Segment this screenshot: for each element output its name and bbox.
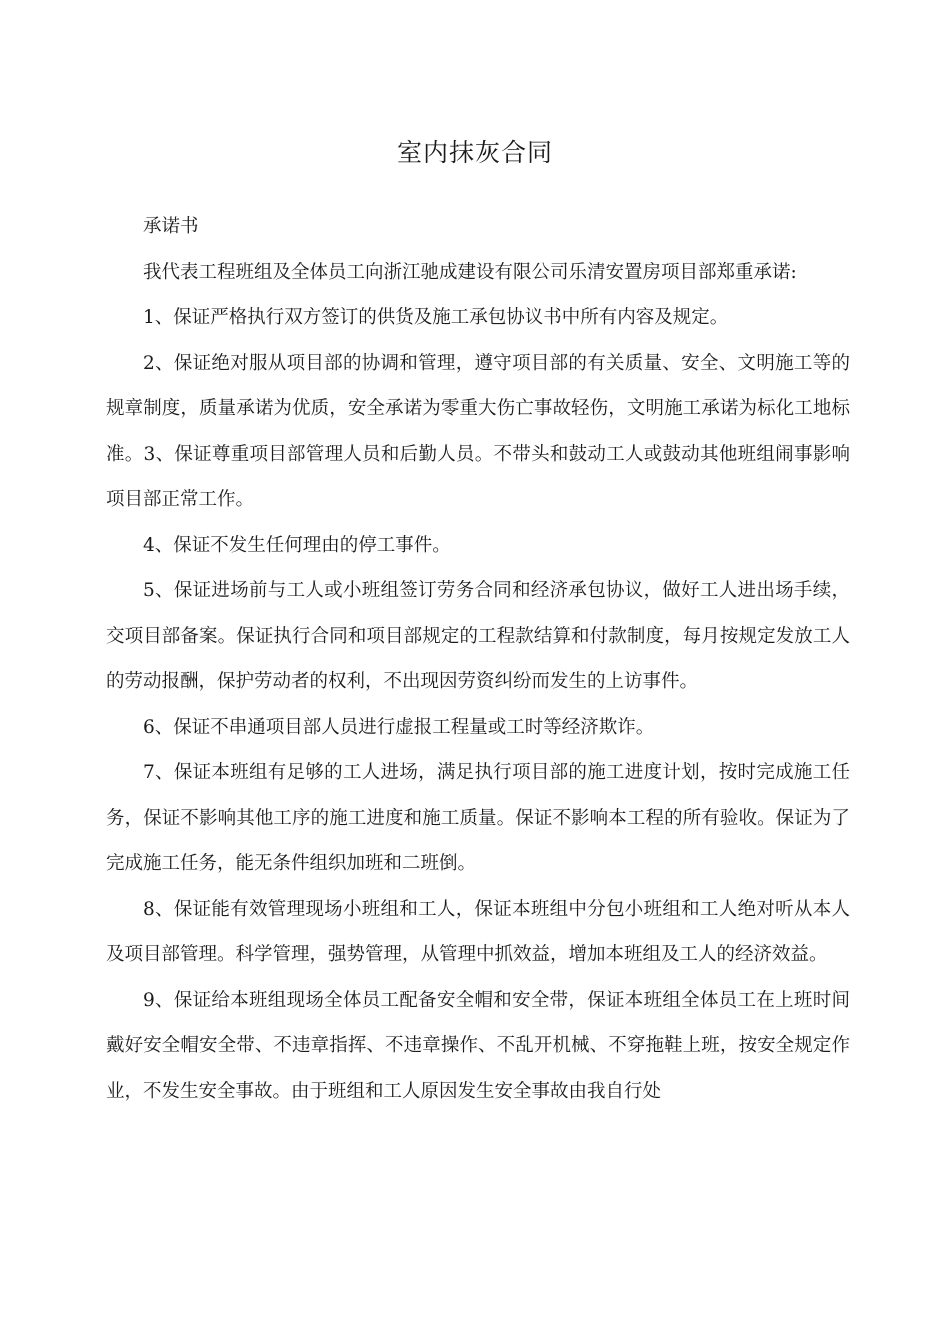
paragraph: 5、保证进场前与工人或小班组签订劳务合同和经济承包协议，做好工人进出场手续，交项目部备案。保证执行合同和项目部规定的工程款结算和付款制度，每月按规定发放工人的劳动报酬，保护劳动者的权利，不出现因劳资纠纷而发生的上访事件。: [106, 580, 850, 692]
section-heading: 承诺书: [143, 216, 199, 237]
document-body: [106, 204, 850, 1114]
paragraph: 7、保证本班组有足够的工人进场，满足执行项目部的施工进度计划，按时完成施工任务，保证不影响其他工序的施工进度和施工质量。保证不影响本工程的所有验收。保证为了完成施工任务，能无条件组织加班和二班倒。: [106, 762, 850, 874]
paragraph: 1、保证严格执行双方签订的供货及施工承包协议书中所有内容及规定。: [143, 307, 729, 328]
paragraph: 8、保证能有效管理现场小班组和工人，保证本班组中分包小班组和工人绝对听从本人及项目部管理。科学管理，强势管理，从管理中抓效益，增加本班组及工人的经济效益。: [106, 898, 850, 965]
paragraph: 6、保证不串通项目部人员进行虚报工程量或工时等经济欺诈。: [143, 716, 655, 738]
paragraph: 9、保证给本班组现场全体员工配备安全帽和安全带，保证本班组全体员工在上班时间戴好安全帽安全带、不违章指挥、不违章操作、不乱开机械、不穿拖鞋上班，按安全规定作业，不发生安全事故。由于班组和工人原因发生安全事故由我自行处: [106, 989, 850, 1102]
document-title: 室内抹灰合同: [396, 138, 553, 167]
paragraph: 4、保证不发生任何理由的停工事件。: [143, 534, 451, 556]
paragraph: 2、保证绝对服从项目部的协调和管理，遵守项目部的有关质量、安全、文明施工等的规章制度，质量承诺为优质，安全承诺为零重大伤亡事故轻伤，文明施工承诺为标化工地标准。3、保证尊重项目部管理人员和后勤人员。不带头和鼓动工人或鼓动其他班组闹事影响项目部正常工作。: [106, 352, 850, 510]
paragraph: 我代表工程班组及全体员工向浙江驰成建设有限公司乐清安置房项目部郑重承诺:: [143, 261, 797, 283]
